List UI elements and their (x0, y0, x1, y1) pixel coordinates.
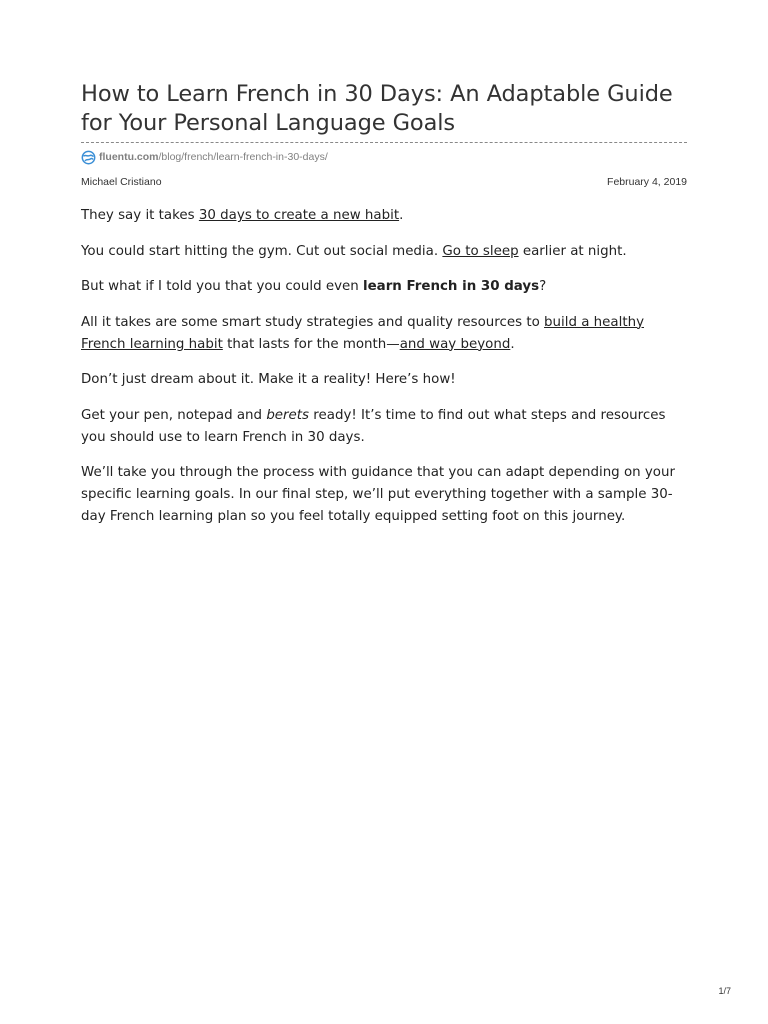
paragraph-text: But what if I told you that you could even (81, 279, 363, 294)
paragraph-text: . (510, 336, 515, 352)
link-build-habit[interactable]: build a healthy French learning habit (81, 314, 644, 352)
article-title: How to Learn French in 30 Days: An Adaptable Guide for Your Personal Language Goals (81, 81, 673, 136)
paragraph-text: You could start hitting the gym. Cut out social media. (81, 243, 443, 259)
source-path: /blog/french/learn-french-in-30-days/ (158, 151, 328, 163)
paragraph (81, 405, 687, 449)
paragraph: Don’t just dream about it. Make it a reality! Here’s how! (81, 372, 456, 387)
italic-word: berets (266, 407, 310, 423)
source-domain: fluentu.com (99, 151, 159, 163)
article-meta (81, 176, 687, 188)
author-name: Michael Cristiano (81, 176, 162, 188)
link-go-to-sleep[interactable]: Go to sleep (442, 243, 519, 259)
paragraph: We’ll take you through the process with guidance that you can adapt depending on your specific learning goals. In our final step, we’ll put everything together with a sample 30-day French learning plan so you feel totally equipped setting foot on this journey. (81, 465, 675, 524)
paragraph-text: that lasts for the month— (222, 336, 400, 352)
page-number: 1/7 (718, 986, 731, 996)
paragraph (81, 205, 687, 227)
paragraph (81, 241, 687, 263)
article-body (81, 205, 687, 542)
title-divider (81, 142, 687, 143)
paragraph-text: . (399, 208, 404, 223)
fluentu-globe-icon (81, 150, 96, 165)
paragraph-text: They say it takes (81, 208, 199, 223)
paragraph-text: ? (539, 279, 547, 294)
source-url[interactable] (81, 149, 328, 165)
paragraph (81, 276, 687, 298)
paragraph-text: earlier at night. (518, 243, 627, 259)
link-way-beyond[interactable]: and way beyond (399, 336, 511, 352)
paragraph (81, 312, 687, 356)
bold-phrase: learn French in 30 days (362, 279, 540, 294)
paragraph-text: All it takes are some smart study strategies and quality resources to (81, 314, 545, 330)
paragraph-text: Get your pen, notepad and (81, 407, 267, 423)
publish-date: February 4, 2019 (607, 176, 687, 188)
link-30-days-habit[interactable]: 30 days to create a new habit (198, 208, 400, 223)
paragraph-text: ready! It’s time to find out what steps and resources you should use to learn French in 30 days. (81, 407, 666, 445)
